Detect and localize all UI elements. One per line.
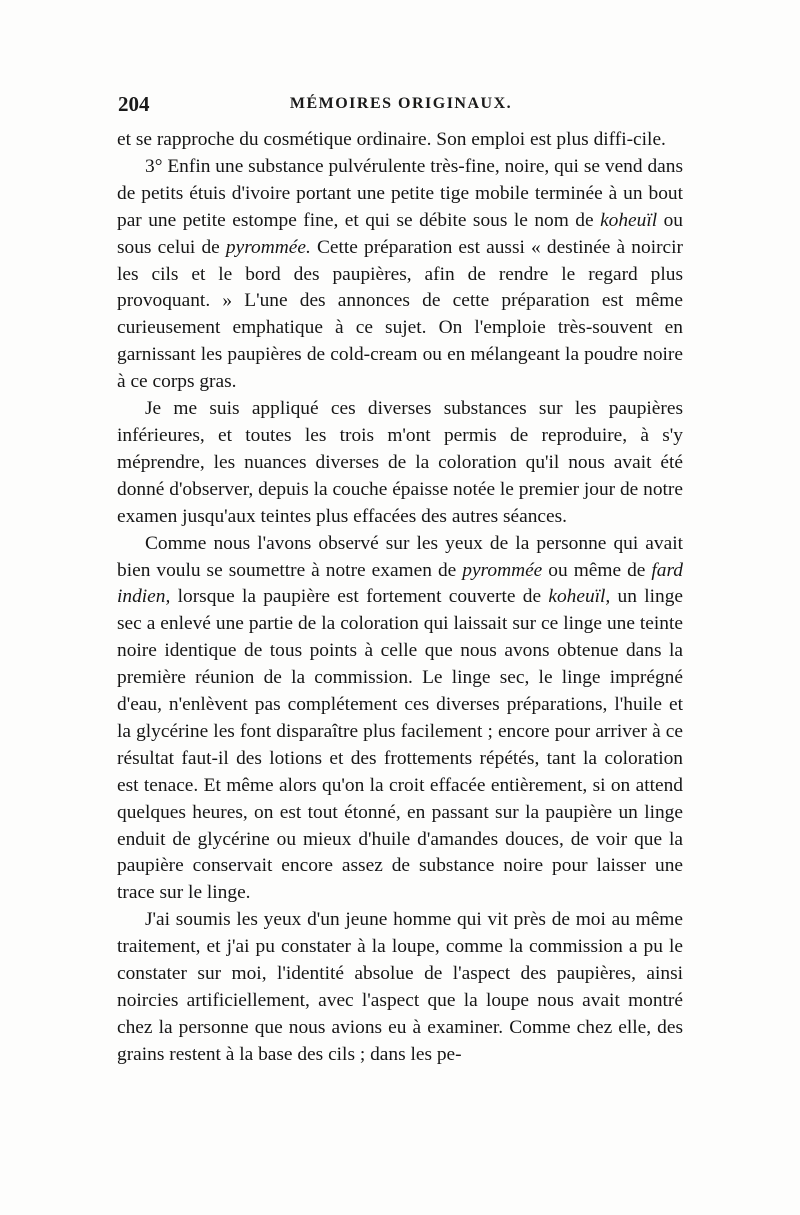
italic-term-pyrommee: pyrommée bbox=[462, 559, 543, 581]
text-segment: 3° Enfin une substance pulvérulente très-fine, noire, qui se vend dans de petits étuis d'ivoire portant une petite tige mobile terminée à un bout par une petite estompe fine, et qui se débite sous le nom de bbox=[117, 155, 683, 231]
page-number: 204 bbox=[118, 92, 150, 116]
text-segment: ou sous celui de bbox=[117, 209, 683, 258]
text-segment: Comme nous l'avons observé sur les yeux de la personne qui avait bien voulu se soumettre à notre examen de bbox=[117, 532, 683, 581]
italic-term-koheuil: koheuïl bbox=[600, 209, 658, 231]
running-title: MÉMOIRES ORIGINAUX. bbox=[289, 95, 513, 112]
text-segment: Cette préparation est aussi « destinée à noircir les cils et le bord des paupières, afin de rendre le regard plus provoquant. » L'une des annonces de cette préparation est même curieusement emphatique à ce sujet. On l'emploie très-souvent en garnissant les paupières de cold-cream ou en mélangeant la poudre noire à ce corps gras. bbox=[117, 236, 683, 393]
text-segment: un linge sec a enlevé une partie de la coloration qui laissait sur ce linge une teinte noire identique de tous points à celle que nous avons obtenue dans la première réunion de la commission. Le linge sec, le linge imprégné d'eau, n'enlèvent pas complétement ces diverses préparations, l'huile et la glycérine les font disparaître plus facilement ; encore pour arriver à ce résultat faut-il des lotions et des frottements répétés, tant la coloration est tenace. Et même alors qu'on la croit effacée entièrement, si on attend quelques heures, on est tout étonné, en passant sur la paupière un linge enduit de glycérine ou mieux d'huile d'amandes douces, de voir que la paupière conservait encore assez de substance noire pour laisser une trace sur le linge. bbox=[117, 586, 684, 904]
paragraph-3 bbox=[117, 396, 683, 531]
text-segment: et se rapproche du cosmétique ordinaire. Son emploi est plus diffi-cile. bbox=[117, 129, 666, 150]
paragraph-1 bbox=[117, 127, 683, 154]
paragraph-4 bbox=[117, 531, 683, 908]
text-segment: ou même de bbox=[542, 559, 652, 581]
body-text bbox=[117, 127, 683, 1069]
text-segment: J'ai soumis les yeux d'un jeune homme qui vit près de moi au même traitement, et j'ai pu constater à la loupe, comme la commission a pu le constater sur moi, l'identité absolue de l'aspect des paupières, ainsi noircies artificiellement, avec l'aspect que la loupe nous avait montré chez la personne que nous avions eu à examiner. Comme chez elle, des grains restent à la base des cils ; dans les pe- bbox=[117, 909, 683, 1065]
paragraph-5 bbox=[117, 907, 683, 1068]
paragraph-2 bbox=[117, 154, 683, 396]
page-header bbox=[118, 92, 684, 122]
italic-term-koheuil: koheuïl, bbox=[548, 586, 611, 608]
italic-term-pyrommee: pyrommée. bbox=[225, 236, 311, 258]
italic-term-fard-indien: fard indien, bbox=[117, 559, 683, 608]
text-segment: lorsque la paupière est fortement couverte de bbox=[170, 586, 549, 608]
text-segment: Je me suis appliqué ces diverses substances sur les paupières inférieures, et toutes les trois m'ont permis de reproduire, à s'y méprendre, les nuances diverses de la coloration qu'il nous avait été donné d'observer, depuis la couche épaisse notée le premier jour de notre examen jusqu'aux teintes plus effacées des autres séances. bbox=[117, 398, 683, 527]
